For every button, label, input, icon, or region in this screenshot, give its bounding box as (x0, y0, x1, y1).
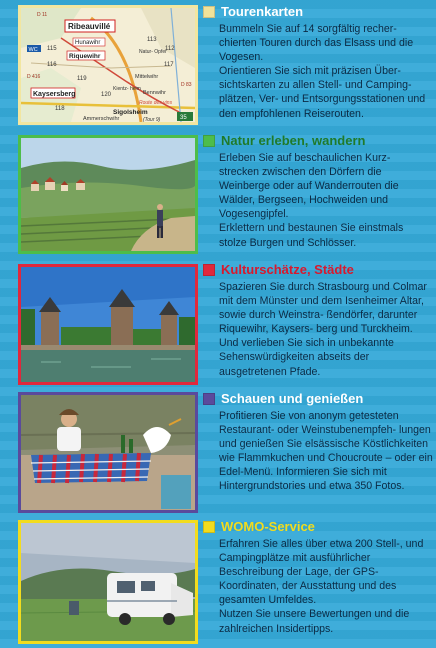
map-label-riquewihr: Riquewihr (69, 53, 101, 60)
map-label-113: 113 (147, 37, 157, 43)
section-marker-square (203, 393, 215, 405)
section-marker-square (203, 6, 215, 18)
section-paragraph: Nutzen Sie unsere Bewertungen und die zahlreichen Insidertipps. (219, 608, 410, 635)
map-label-hunawihr: Hunawihr (75, 40, 101, 46)
picnic-table-photo (18, 392, 198, 513)
section-marker-square (203, 135, 215, 147)
map-label-119: 119 (77, 76, 87, 82)
map-label-116: 116 (47, 62, 57, 68)
section-title: Kulturschätze, Städte (221, 262, 354, 277)
map-label-115: 115 (47, 46, 57, 52)
map-label-sigolsheim: Sigolsheim (113, 109, 148, 116)
map-label-ribeauville: Ribeauvillé (68, 22, 111, 31)
section-title: Schauen und genießen (221, 391, 364, 406)
map-label-route: Route des vins (139, 100, 173, 106)
section-schauen (203, 391, 433, 494)
map-label-tour: (Tour 9) (143, 117, 161, 122)
section-paragraph: Bummeln Sie auf 14 sorgfältig recher- chierten Touren durch das Elsass und die Vogesen. (219, 23, 414, 64)
overview-map-image (18, 5, 198, 125)
section-title: WOMO-Service (221, 519, 315, 534)
section-marker-square (203, 264, 215, 276)
map-label-wc: WC (28, 47, 38, 53)
map-label-120: 120 (101, 92, 112, 98)
map-label-d416: D 416 (27, 74, 41, 80)
map-label-mittelwihr: Mittelwihr (135, 74, 159, 80)
map-label-kientzheim: Kientz- heim (113, 86, 141, 92)
section-paragraph: Spazieren Sie durch Strasbourg und Colmar mit dem Münster und dem Isenheimer Altar, sowie durch Weinstra- ßendörfer, darunter Riquewihr, Kaysers- berg und Turckheim. Und verlieben Sie sich in unbekannte Sehenswürdigkeiten abseits der ausgetretenen Pfade. (219, 281, 427, 378)
map-label-35: 35 (180, 115, 187, 121)
section-title: Natur erleben, wandern (221, 133, 366, 148)
map-label-117: 117 (164, 62, 174, 68)
map-label-d83: D 83 (181, 82, 192, 88)
section-natur (203, 133, 433, 250)
strasbourg-towers-photo (18, 264, 198, 385)
map-label-bennwihr: Bennwihr (143, 90, 166, 96)
section-paragraph: Erleben Sie auf beschaulichen Kurz- strecken zwischen den Dörfern die Weinberge oder auf Wanderrouten die Wälder, Bergseen, Hochweiden und Vogesengipfel. (219, 152, 399, 221)
section-tourenkarten (203, 4, 433, 121)
motorhome-photo (18, 520, 198, 644)
section-womo-service (203, 519, 433, 636)
section-paragraph: Orientieren Sie sich mit präzisen Über- sichtskarten zu allen Stell- und Camping- plätzen, Ver- und Entsorgungsstationen und den empfohlenen Reiserouten. (219, 65, 426, 120)
section-marker-square (203, 521, 215, 533)
section-paragraph: Profitieren Sie von anonym getesteten Restaurant- oder Weinstubenempfeh- lungen und genießen Sie elsässische Köstlichkeiten wie Flammkuchen und Choucroute – oder ein Edel-Menü. Informieren Sie sich mit Hintergrundstories und etwa 350 Fotos. (219, 410, 433, 493)
map-label-d11: D 11 (37, 12, 48, 18)
map-label-kaysersberg: Kaysersberg (33, 91, 76, 98)
map-label-112: 112 (165, 46, 175, 52)
map-label-118: 118 (55, 106, 65, 112)
section-title: Tourenkarten (221, 4, 304, 19)
map-label-natur: Natur- Opfer (139, 49, 167, 55)
section-kultur (203, 262, 433, 379)
section-paragraph: Erklettern und bestaunen Sie einstmals stolze Burgen und Schlösser. (219, 222, 404, 249)
map-label-ammerschwihr: Ammerschwihr (83, 116, 120, 122)
vineyard-hiking-photo (18, 135, 198, 254)
section-paragraph: Erfahren Sie alles über etwa 200 Stell-, und Campingplätze mit ausführlicher Beschreibung der Lage, der GPS- Koordinaten, der Ausstattung und des gesamten Umfeldes. (219, 538, 424, 607)
